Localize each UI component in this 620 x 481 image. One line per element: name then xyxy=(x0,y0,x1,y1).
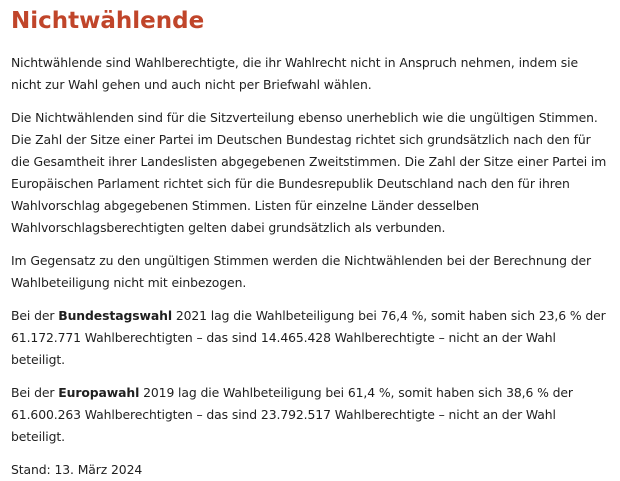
paragraph-bundestagswahl-text: 2021 lag die Wahlbeteiligung bei 76,4 %, somit haben sich 23,6 % der 61.172.771 Wahlberechtigten – das sind 14.465.428 Wahlberechtigte – nicht an der Wahl beteiligt. xyxy=(11,308,606,367)
paragraph-europawahl-prefix: Bei der xyxy=(11,385,59,400)
europawahl-term: Europawahl xyxy=(58,385,140,400)
paragraph-europawahl xyxy=(11,382,611,448)
page-title: Nichtwählende xyxy=(11,8,205,34)
paragraph-wahlbeteiligung: Im Gegensatz zu den ungültigen Stimmen werden die Nichtwählenden bei der Berechnung der Wahlbeteiligung nicht mit einbezogen. xyxy=(11,253,591,290)
bundestagswahl-term: Bundestagswahl xyxy=(58,308,172,323)
paragraph-sitzverteilung: Die Nichtwählenden sind für die Sitzverteilung ebenso unerheblich wie die ungültigen Stimmen. Die Zahl der Sitze einer Partei im Deutschen Bundestag richtet sich grundsätzlich nach den für die Gesamtheit ihrer Landeslisten abgegebenen Zweitstimmen. Die Zahl der Sitze einer Partei im Europäischen Parlament richtet sich für die Bundesrepublik Deutschland nach den für ihren Wahlvorschlag abgegebenen Stimmen. Listen für einzelne Länder desselben Wahlvorschlagsberechtigten gelten dabei grundsätzlich als verbunden. xyxy=(11,110,607,235)
paragraph-definition: Nichtwählende sind Wahlberechtigte, die ihr Wahlrecht nicht in Anspruch nehmen, indem sie nicht zur Wahl gehen und auch nicht per Briefwahl wählen. xyxy=(11,55,578,92)
paragraph-bundestagswahl xyxy=(11,305,611,371)
paragraph-europawahl-text: 2019 lag die Wahlbeteiligung bei 61,4 %, somit haben sich 38,6 % der 61.600.263 Wahlberechtigten – das sind 23.792.517 Wahlberechtigte – nicht an der Wahl beteiligt. xyxy=(11,385,573,444)
stand-date: Stand: 13. März 2024 xyxy=(11,462,143,477)
paragraph-bundestagswahl-prefix: Bei der xyxy=(11,308,59,323)
